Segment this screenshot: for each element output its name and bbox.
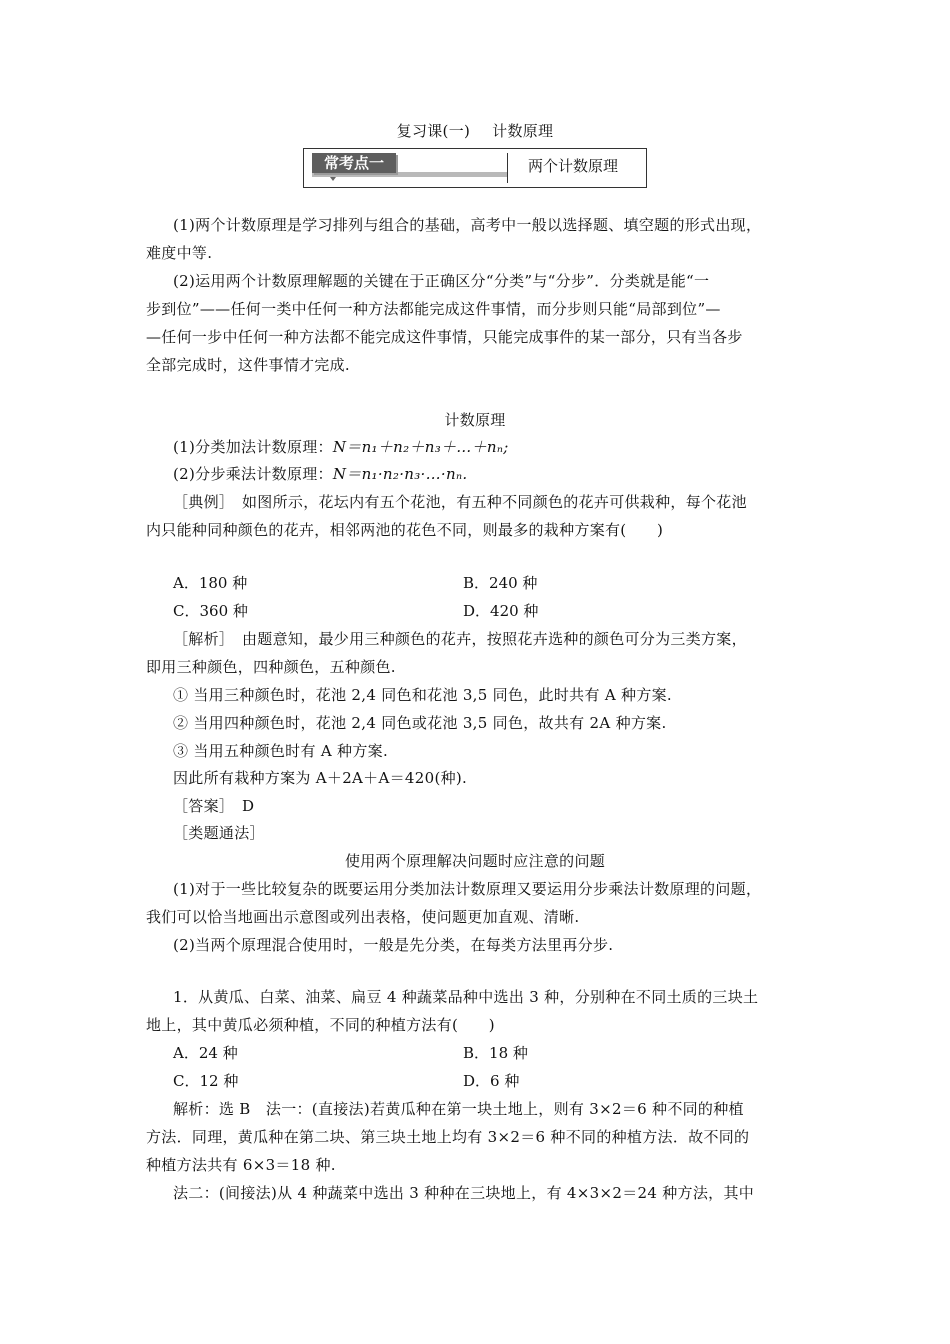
exercise1-option-d: D．6 种: [463, 1072, 520, 1090]
analysis-total: 因此所有栽种方案为 A＋2A＋A＝420(种).: [173, 769, 468, 787]
multiplication-principle: [173, 464, 467, 484]
intro-p2-line2: 步到位”——任何一类中任何一种方法都能完成这件事情，而分步则只能“局部到位”—: [146, 300, 721, 318]
notes-1-line2: 我们可以恰当地画出示意图或列出表格，使问题更加直观、清晰.: [146, 908, 580, 926]
multiplication-formula: N＝n₁·n₂·n₃·…·nₙ.: [332, 465, 468, 483]
exercise1-option-a: A．24 种: [173, 1044, 238, 1062]
banner-tag: 常考点一: [312, 153, 396, 173]
analysis-line2: 即用三种颜色，四种颜色，五种颜色.: [146, 658, 396, 676]
multiplication-label: (2)分步乘法计数原理：: [173, 465, 333, 483]
intro-p2-line3: —任何一步中任何一种方法都不能完成这件事情，只能完成事件的某一部分，只有当各步: [146, 328, 743, 346]
method-label: ［类题通法］: [173, 824, 265, 842]
intro-p1-line1: (1)两个计数原理是学习排列与组合的基础，高考中一般以选择题、填空题的形式出现，: [173, 216, 762, 234]
addition-principle: [173, 437, 509, 457]
addition-label: (1)分类加法计数原理：: [173, 438, 333, 456]
solution-line1: 解析：选 B 法一：(直接法)若黄瓜种在第一块土地上，则有 3×2＝6 种不同的种植: [173, 1100, 744, 1118]
example-line2: 内只能种同种颜色的花卉，相邻两池的花色不同，则最多的栽种方案有( ): [146, 521, 664, 539]
page-title: [0, 121, 950, 141]
analysis-case2: ② 当用四种颜色时，花池 2,4 同色或花池 3,5 同色，故共有 2A 种方案.: [173, 714, 667, 732]
principles-heading: 计数原理: [444, 411, 506, 429]
notes-1-line1: (1)对于一些比较复杂的既要运用分类加法计数原理又要运用分步乘法计数原理的问题，: [173, 880, 762, 898]
exercise1-option-b: B．18 种: [463, 1044, 528, 1062]
notes-heading: 使用两个原理解决问题时应注意的问题: [344, 852, 606, 870]
exercise1-option-c: C．12 种: [173, 1072, 239, 1090]
title-left: 复习课(一): [396, 122, 471, 140]
analysis-case1: ① 当用三种颜色时，花池 2,4 同色和花池 3,5 同色，此时共有 A 种方案.: [173, 686, 672, 704]
exercise1-line2: 地上，其中黄瓜必须种植，不同的种植方法有( ): [146, 1016, 495, 1034]
section-banner: [303, 148, 647, 188]
intro-p2-line4: 全部完成时，这件事情才完成.: [146, 356, 350, 374]
solution-line4: 法二：(间接法)从 4 种蔬菜中选出 3 种种在三块地上，有 4×3×2＝24 种方法，其中: [173, 1184, 755, 1202]
answer-line: ［答案］ D: [173, 797, 255, 815]
banner-notch-icon: [330, 177, 336, 181]
example-option-d: D．420 种: [463, 602, 539, 620]
intro-p2-line1: (2)运用两个计数原理解题的关键在于正确区分“分类”与“分步”．分类就是能“一: [173, 272, 710, 290]
banner-topic: 两个计数原理: [528, 157, 619, 175]
solution-line2: 方法．同理，黄瓜种在第二块、第三块土地上均有 3×2＝6 种不同的种植方法．故不同的: [146, 1128, 750, 1146]
example-option-c: C．360 种: [173, 602, 248, 620]
example-line1: ［典例］ 如图所示，花坛内有五个花池，有五种不同颜色的花卉可供栽种，每个花池: [173, 493, 747, 511]
example-option-b: B．240 种: [463, 574, 538, 592]
analysis-line1: ［解析］ 由题意知，最少用三种颜色的花卉，按照花卉选种的颜色可分为三类方案，: [173, 630, 747, 648]
solution-line3: 种植方法共有 6×3＝18 种.: [146, 1156, 336, 1174]
example-option-a: A．180 种: [173, 574, 248, 592]
addition-formula: N＝n₁＋n₂＋n₃＋…＋nₙ;: [332, 438, 509, 456]
banner-divider: [507, 153, 508, 183]
analysis-case3: ③ 当用五种颜色时有 A 种方案.: [173, 742, 389, 760]
title-right: 计数原理: [492, 122, 554, 140]
notes-2: (2)当两个原理混合使用时，一般是先分类，在每类方法里再分步.: [173, 936, 614, 954]
intro-p1-line2: 难度中等.: [146, 244, 213, 262]
exercise1-line1: 1．从黄瓜、白菜、油菜、扁豆 4 种蔬菜品种中选出 3 种，分别种在不同土质的三块土: [173, 988, 759, 1006]
